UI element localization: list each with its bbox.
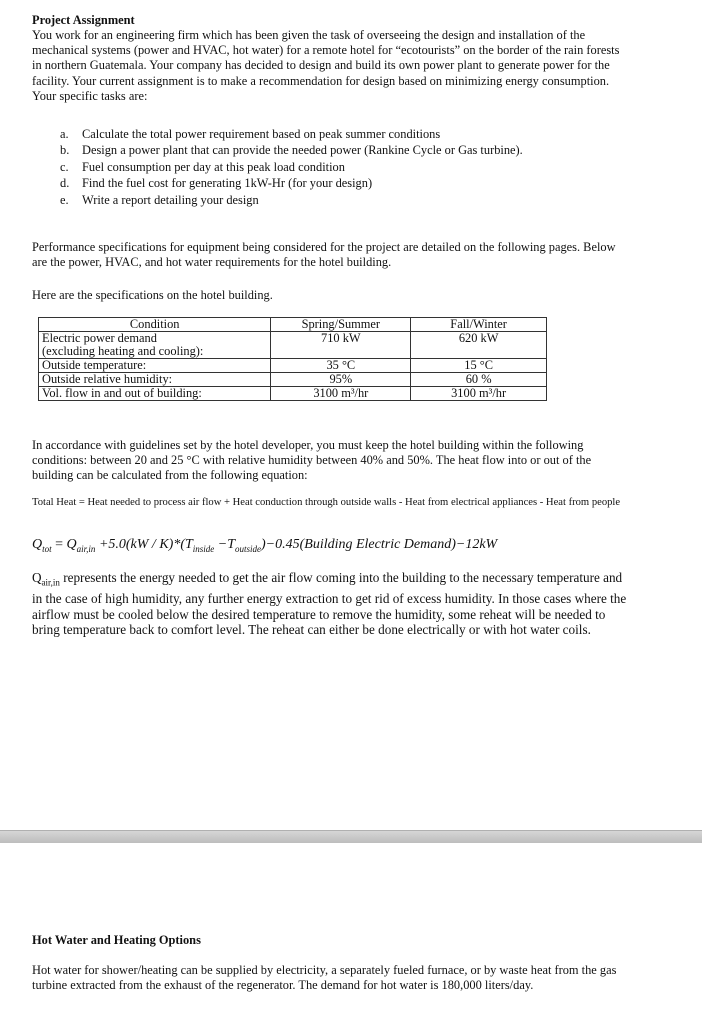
project-title: Project Assignment xyxy=(32,13,135,27)
table-row xyxy=(39,359,547,373)
list-item xyxy=(60,175,523,191)
spec-heading: Here are the specifications on the hotel building. xyxy=(32,288,273,302)
row-label: Outside relative humidity: xyxy=(39,373,271,387)
task-text: Design a power plant that can provide the needed power (Rankine Cycle or Gas turbine). xyxy=(82,143,523,158)
row-winter: 15 °C xyxy=(411,359,547,373)
row-winter: 620 kW xyxy=(411,332,547,359)
spec-table xyxy=(38,317,547,401)
qair-paragraph xyxy=(32,570,632,638)
task-letter: e. xyxy=(60,192,69,207)
task-letter: c. xyxy=(60,159,69,174)
row-winter: 3100 m³/hr xyxy=(411,387,547,401)
row-label: Vol. flow in and out of building: xyxy=(39,387,271,401)
qair-text: represents the energy needed to get the air flow coming into the building to the necessary temperature and in the case of high humidity, any further energy extraction to get rid of excess humidity. In those cases where the airflow must be cooled below the desired temperature to remove the humidity, some reheat will be needed to bring temperature back to comfort level. The reheat can either be done electrically or with hot water coils. xyxy=(32,570,627,638)
eq-sub-tot: tot xyxy=(42,543,52,554)
list-item xyxy=(60,159,523,175)
row-summer: 710 kW xyxy=(271,332,411,359)
header-summer: Spring/Summer xyxy=(271,318,411,332)
task-text: Calculate the total power requirement based on peak summer conditions xyxy=(82,127,441,141)
row-summer: 3100 m³/hr xyxy=(271,387,411,401)
heat-equation xyxy=(32,537,497,554)
row-label: Electric power demand (excluding heating and cooling): xyxy=(39,332,271,359)
table-header-row xyxy=(39,318,547,332)
eq-equals: = xyxy=(51,537,67,552)
eq-q-air: Q xyxy=(66,537,77,552)
hot-water-heading: Hot Water and Heating Options xyxy=(32,933,201,947)
task-text: Fuel consumption per day at this peak load condition xyxy=(82,159,345,174)
equation-words: Total Heat = Heat needed to process air flow + Heat conduction through outside walls - Heat from electrical appliances - Heat from people xyxy=(32,497,621,508)
row-label: Outside temperature: xyxy=(39,359,271,373)
table-row xyxy=(39,332,547,359)
row-winter: 60 % xyxy=(411,373,547,387)
list-item xyxy=(60,142,523,158)
task-letter: b. xyxy=(60,143,70,158)
row-summer: 95% xyxy=(271,373,411,387)
task-letter: a. xyxy=(60,127,69,141)
performance-paragraph: Performance specifications for equipment being considered for the project are detailed on the following pages. Below are the power, HVAC, and hot water requirements for the hotel building. xyxy=(32,240,616,270)
task-text: Find the fuel cost for generating 1kW-Hr (for your design) xyxy=(82,176,373,191)
eq-sub-outside: outside xyxy=(235,543,261,554)
eq-tail: )−0.45(Building Electric Demand)−12kW xyxy=(261,537,498,552)
qair-symbol: Q xyxy=(32,570,42,585)
list-item xyxy=(60,192,523,208)
page-divider xyxy=(0,830,702,843)
task-text: Write a report detailing your design xyxy=(82,192,259,207)
task-letter: d. xyxy=(60,176,70,191)
hot-water-paragraph: Hot water for shower/heating can be supplied by electricity, a separately fueled furnace, or by waste heat from the gas turbine extracted from the exhaust of the regenerator. The demand for hot water is 180,000 liters/day. xyxy=(32,963,617,993)
task-list xyxy=(60,126,523,208)
list-item xyxy=(60,126,523,142)
header-winter: Fall/Winter xyxy=(411,318,547,332)
row-summer: 35 °C xyxy=(271,359,411,373)
guidelines-paragraph: In accordance with guidelines set by the hotel developer, you must keep the hotel building within the following conditions: between 20 and 25 °C with relative humidity between 40% and 50%. The heat flow into or out of the building can be calculated from the following equation: xyxy=(32,438,592,483)
eq-q: Q xyxy=(32,537,43,552)
qair-subscript: air,in xyxy=(41,577,60,588)
eq-sub-air-in: air,in xyxy=(76,543,96,554)
intro-paragraph: You work for an engineering firm which has been given the task of overseeing the design and installation of the mechanical systems (power and HVAC, hot water) for a remote hotel for “ecotourists” on the border of the rain forests in northern Guatemala. Your company has decided to design and build its own power plant to generate power for the facility. Your current assignment is to make a recommendation for design based on minimizing energy consumption. Your specific tasks are: xyxy=(32,28,620,103)
page-2 xyxy=(0,843,702,1024)
eq-sub-inside: inside xyxy=(192,543,215,554)
table-row xyxy=(39,373,547,387)
eq-coef: +5.0(kW / K)*(T xyxy=(95,537,193,552)
header-condition: Condition xyxy=(39,318,271,332)
table-row xyxy=(39,387,547,401)
eq-minus-t: −T xyxy=(214,537,235,552)
